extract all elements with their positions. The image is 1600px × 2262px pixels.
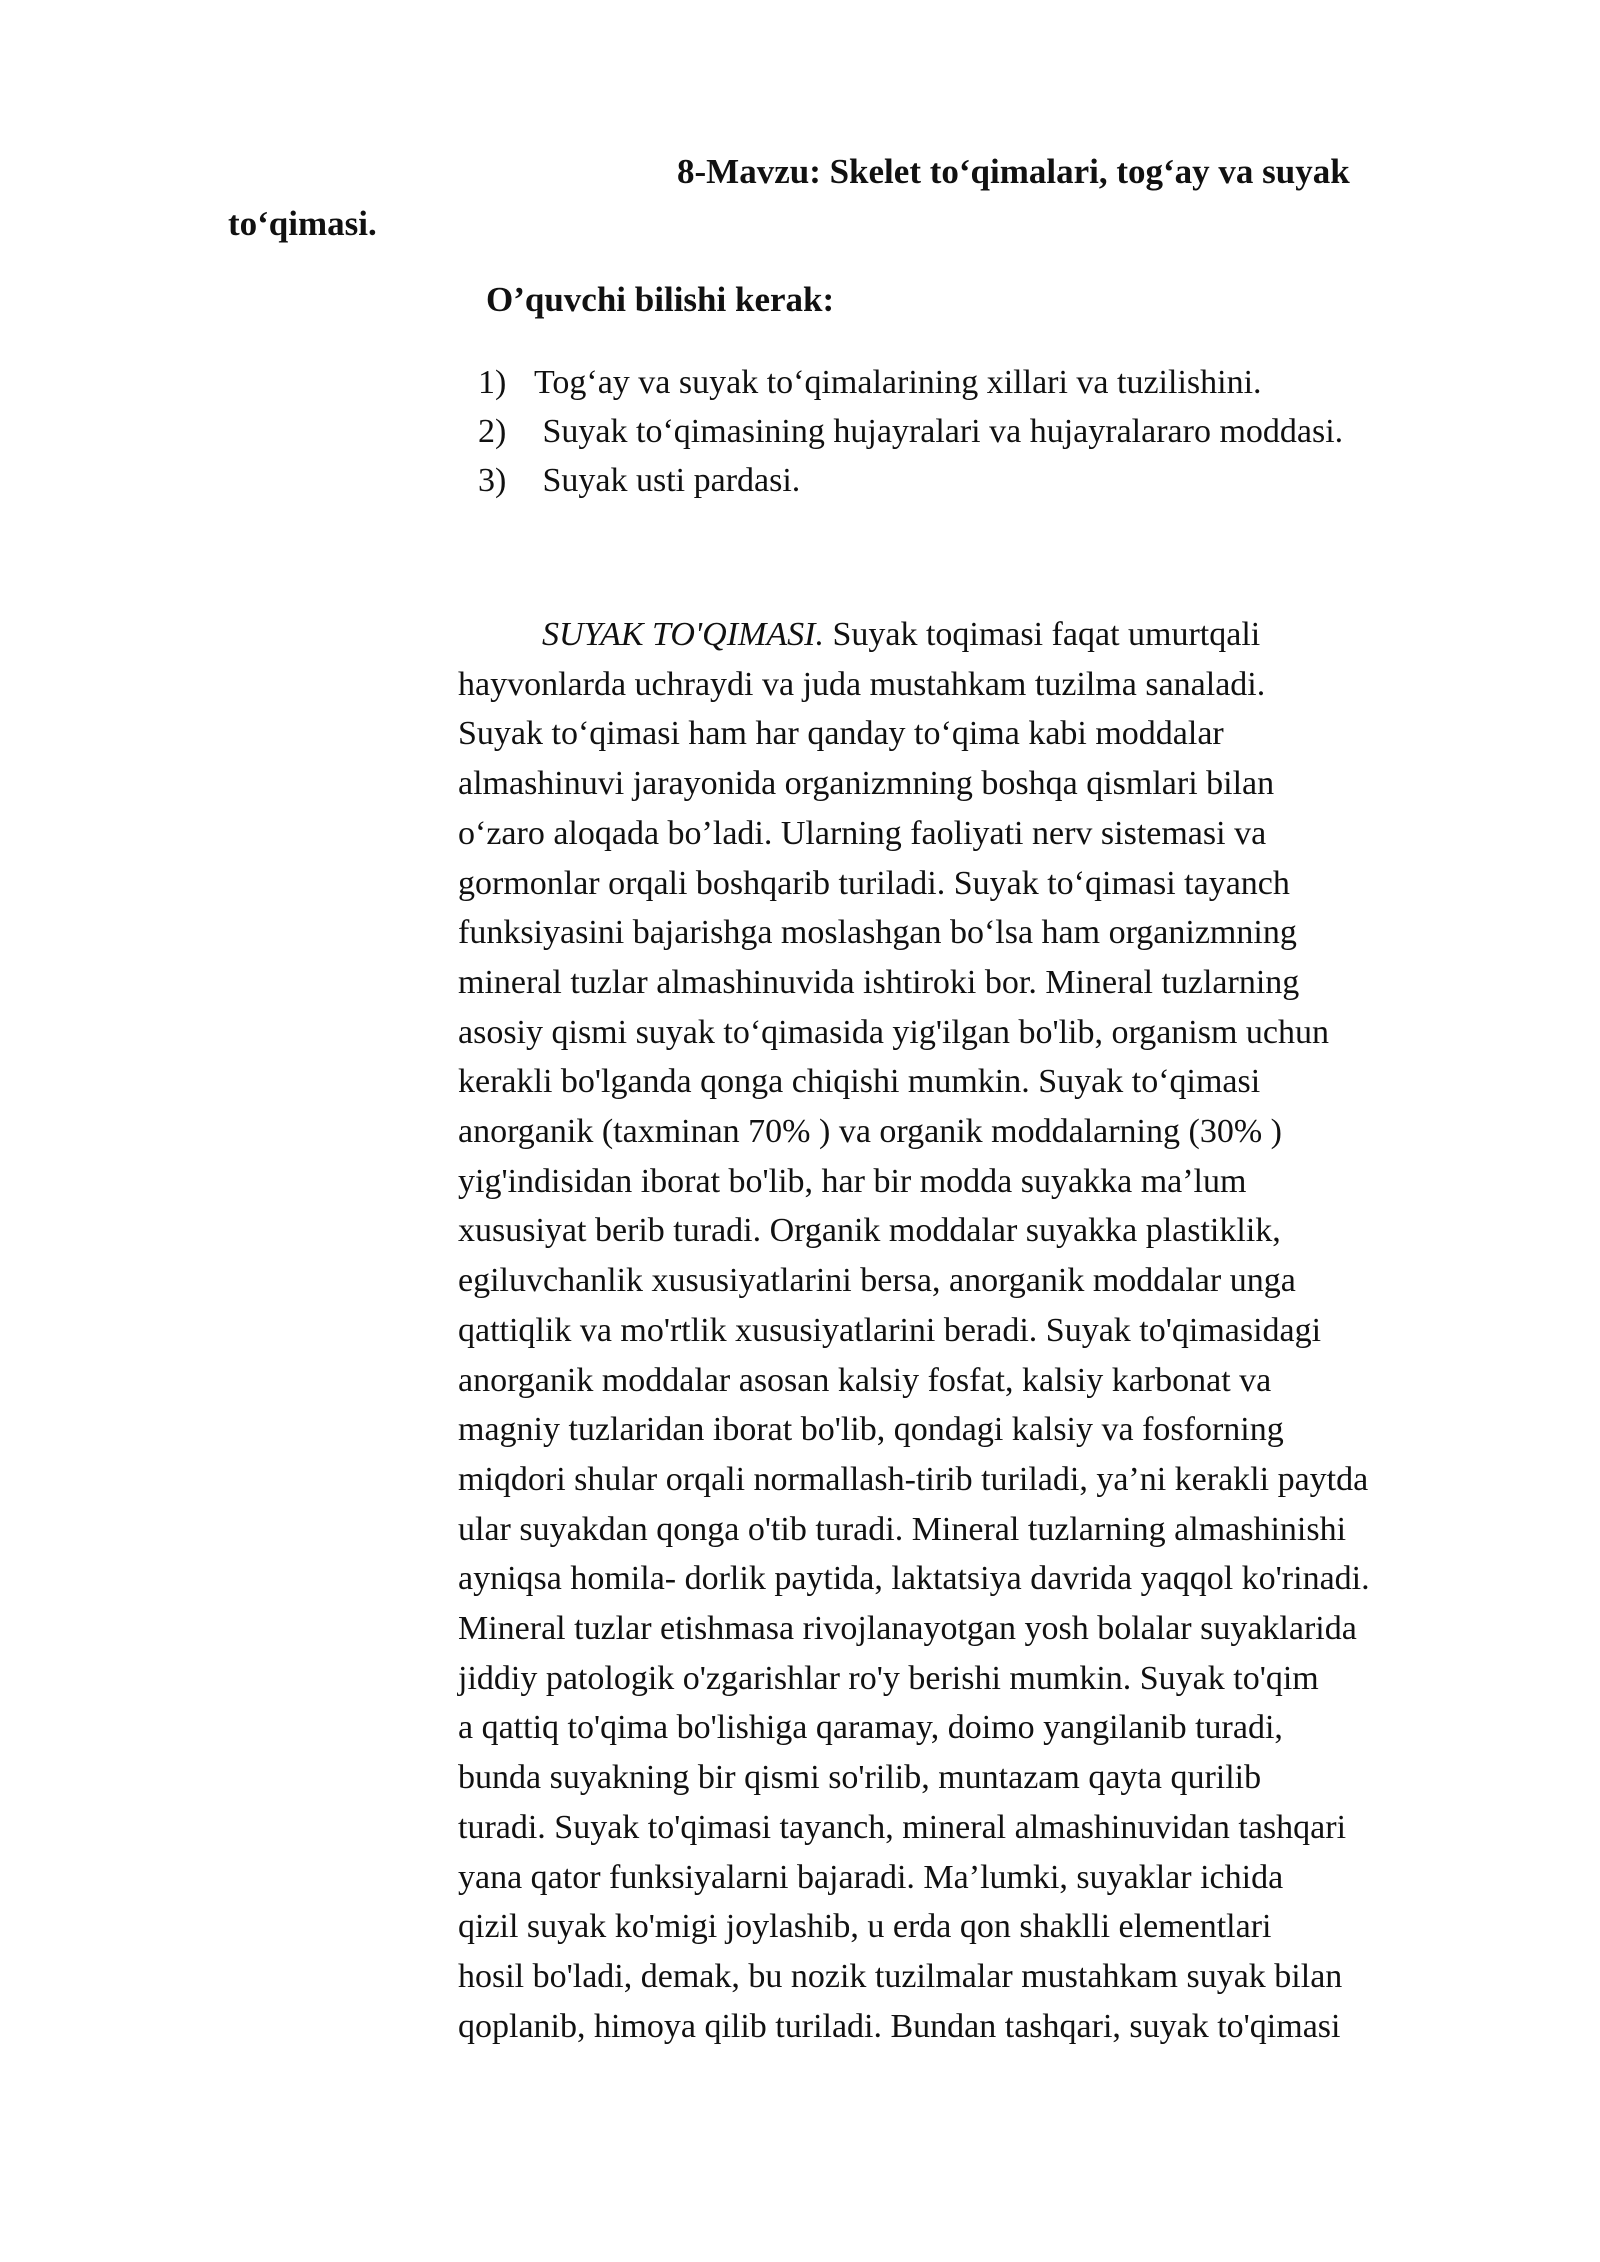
body-line: anorganik (taxminan 70% ) va organik moddalarning (30% ) [458, 1113, 1282, 1151]
body-line: qoplanib, himoya qilib turiladi. Bundan tashqari, suyak to'qimasi [458, 2007, 1341, 2045]
body-line: a qattiq to'qima bo'lishiga qaramay, doimo yangilanib turadi, [458, 1709, 1283, 1747]
body-line: yig'indisidan iborat bo'lib, har bir modda suyakka ma’lum [458, 1162, 1247, 1200]
body-line: turadi. Suyak to'qimasi tayanch, mineral almashinuvidan tashqari [458, 1808, 1347, 1846]
learning-objectives-heading: O’quvchi bilishi kerak: [486, 280, 835, 319]
document-title-continuation: to‘qimasi. [228, 204, 377, 243]
body-line: anorganik moddalar asosan kalsiy fosfat, kalsiy karbonat va [458, 1361, 1272, 1399]
document-title: 8-Mavzu: Skelet to‘qimalari, tog‘ay va suyak [677, 152, 1350, 191]
body-line-text: Suyak toqimasi faqat umurtqali [823, 616, 1261, 653]
learning-objectives-list [478, 358, 1343, 505]
objective-number: 2) [478, 413, 507, 450]
objective-item [478, 407, 1343, 456]
body-line: ular suyakdan qonga o'tib turadi. Mineral tuzlarning almashinishi [458, 1510, 1347, 1548]
body-line: mineral tuzlar almashinuvida ishtiroki bor. Mineral tuzlarning [458, 963, 1300, 1001]
body-line: ayniqsa homila- dorlik paytida, laktatsiya davrida yaqqol ko'rinadi. [458, 1560, 1370, 1598]
body-line: magniy tuzlaridan iborat bo'lib, qondagi kalsiy va fosforning [458, 1411, 1284, 1449]
body-line: bunda suyakning bir qismi so'rilib, muntazam qayta qurilib [458, 1759, 1262, 1797]
body-line: o‘zaro aloqada bo’ladi. Ularning faoliyati nerv sistemasi va [458, 814, 1267, 852]
body-line: yana qator funksiyalarni bajaradi. Ma’lumki, suyaklar ichida [458, 1858, 1284, 1896]
objective-item [478, 358, 1343, 407]
body-line: kerakli bo'lganda qonga chiqishi mumkin. Suyak to‘qimasi [458, 1063, 1261, 1101]
body-line: xususiyat berib turadi. Organik moddalar suyakka plastiklik, [458, 1212, 1281, 1250]
objective-text: Suyak usti pardasi. [534, 462, 801, 499]
section-lead: SUYAK TO'QIMASI. [542, 616, 824, 653]
objective-number: 3) [478, 462, 507, 499]
body-line [458, 610, 1370, 660]
body-line: asosiy qismi suyak to‘qimasida yig'ilgan bo'lib, organism uchun [458, 1013, 1330, 1051]
objective-number: 1) [478, 364, 507, 401]
body-line: hosil bo'ladi, demak, bu nozik tuzilmalar mustahkam suyak bilan [458, 1957, 1343, 1995]
objective-item [478, 456, 1343, 505]
body-paragraph [458, 610, 1370, 2051]
body-line: jiddiy patologik o'zgarishlar ro'y berishi mumkin. Suyak to'qim [458, 1659, 1319, 1697]
objective-text: Tog‘ay va suyak to‘qimalarining xillari va tuzilishini. [534, 364, 1262, 401]
body-line: almashinuvi jarayonida organizmning boshqa qismlari bilan [458, 765, 1275, 803]
body-line: Mineral tuzlar etishmasa rivojlanayotgan yosh bolalar suyaklarida [458, 1610, 1357, 1648]
body-line: qattiqlik va mo'rtlik xususiyatlarini beradi. Suyak to'qimasidagi [458, 1311, 1322, 1349]
body-line: egiluvchanlik xususiyatlarini bersa, anorganik moddalar unga [458, 1262, 1296, 1300]
body-line: miqdori shular orqali normallash-tirib turiladi, ya’ni kerakli paytda [458, 1460, 1369, 1498]
body-line: gormonlar orqali boshqarib turiladi. Suyak to‘qimasi tayanch [458, 864, 1290, 902]
body-line: qizil suyak ko'migi joylashib, u erda qon shaklli elementlari [458, 1908, 1272, 1946]
objective-text: Suyak to‘qimasining hujayralari va hujayralararo moddasi. [534, 413, 1344, 450]
body-line: Suyak to‘qimasi ham har qanday to‘qima kabi moddalar [458, 715, 1224, 753]
body-line: hayvonlarda uchraydi va juda mustahkam tuzilma sanaladi. [458, 665, 1266, 703]
body-line: funksiyasini bajarishga moslashgan bo‘lsa ham organizmning [458, 914, 1297, 952]
